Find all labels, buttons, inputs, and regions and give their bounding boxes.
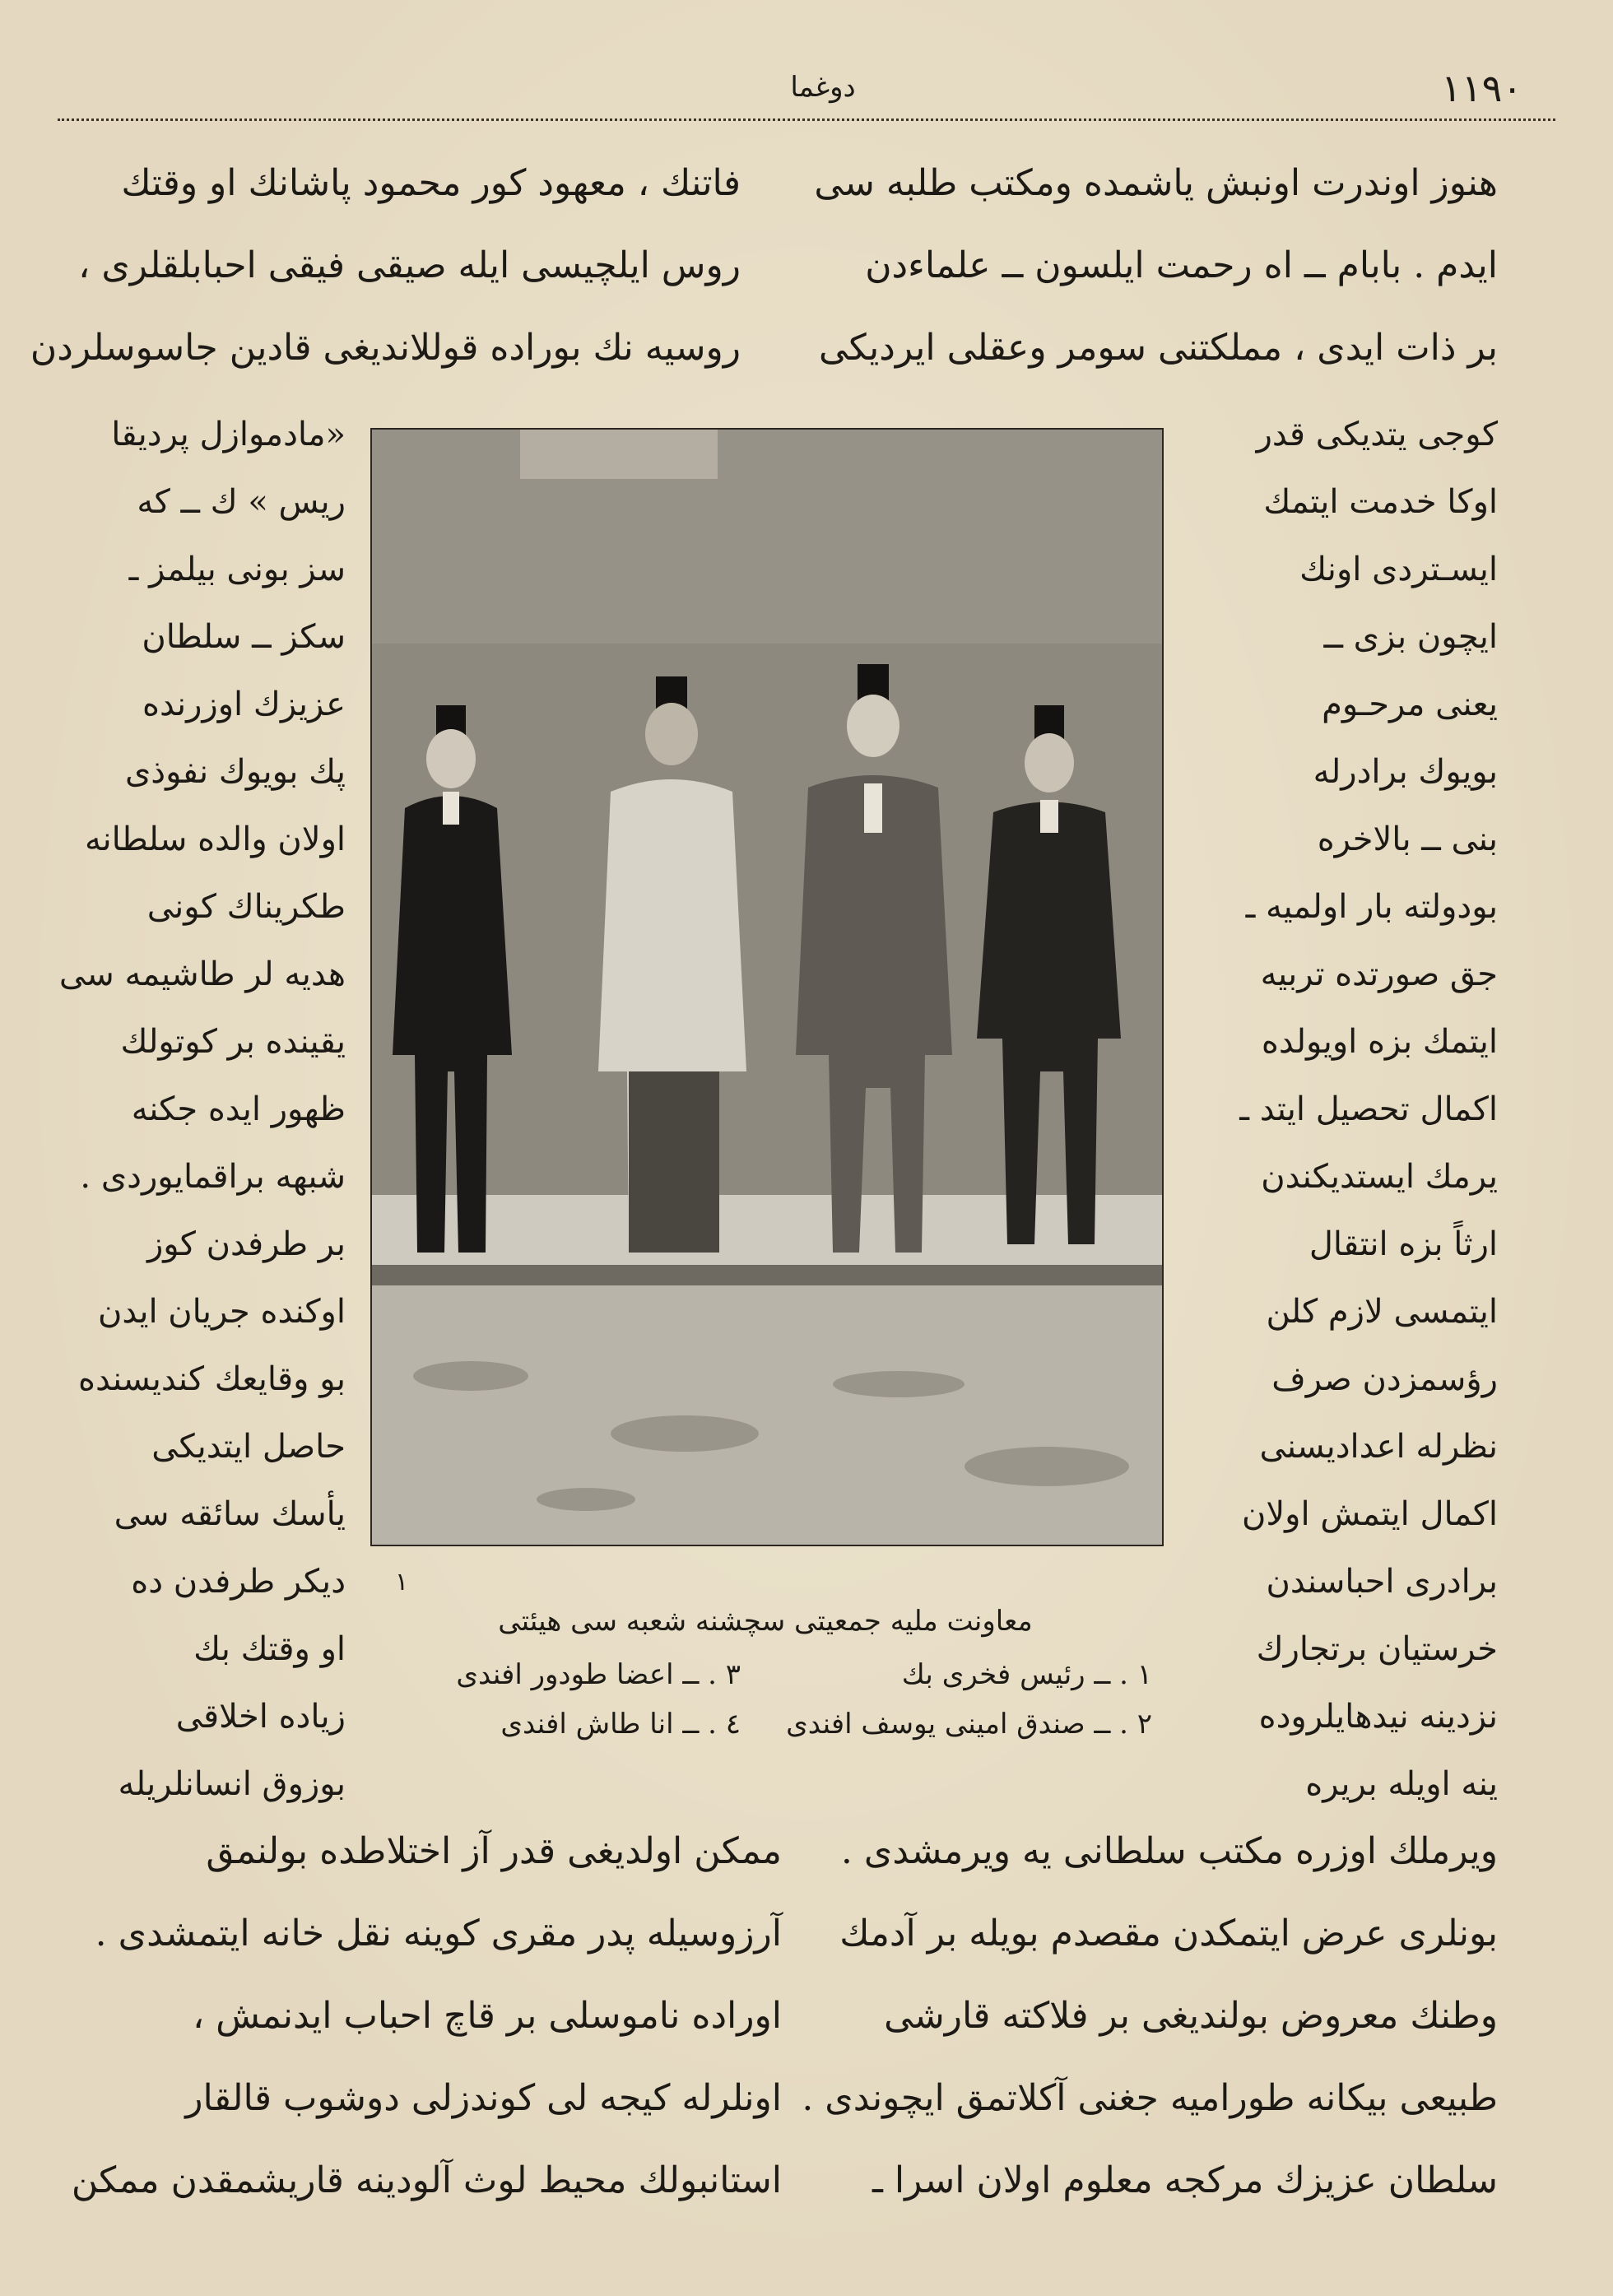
caption-entry: ٤ . ــ انا طاش افندی	[500, 1708, 741, 1741]
text-line: او وقتك بك	[193, 1630, 346, 1668]
caption-title: معاونت ملیه جمعیتی سچشنه شعبه سی هیئتی	[498, 1605, 1033, 1638]
caption-entry: ٣ . ــ اعضا طودور افندی	[456, 1658, 741, 1691]
text-line: ریس » ك ــ که	[137, 483, 346, 521]
group-photograph	[370, 428, 1164, 1546]
running-head-title: دوغما	[790, 71, 856, 104]
text-line: یأسك سائقه سی	[114, 1495, 346, 1533]
text-line: بوزوق انسانلریله	[118, 1765, 346, 1803]
text-line: هنوز اوندرت اونبش یاشمده ومکتب طلبه سی	[814, 162, 1498, 204]
text-line: دیکر طرفدن ده	[131, 1563, 346, 1601]
text-line: سلطان عزیزك مرکجه معلوم اولان اسرا ـ	[872, 2159, 1498, 2201]
text-line: بونلری عرض ایتمکدن مقصدم بویله بر آدمك	[839, 1913, 1498, 1954]
text-line: یعنی مرحـوم	[1322, 686, 1498, 723]
text-line: رؤسمزدن صرف	[1271, 1360, 1498, 1398]
text-line: ایدم . بابام ــ اه رحمت ایلسون ــ علماءدن	[865, 244, 1498, 286]
text-line: سز بونی بیلمز ـ	[128, 551, 346, 588]
text-line: بویوك برادرله	[1313, 753, 1498, 791]
text-line: اکمال تحصیل ایتد ـ	[1239, 1090, 1498, 1128]
text-line: هدیه لر طاشیمه سی	[58, 955, 346, 993]
text-line: نزدینه نیدهایلروده	[1258, 1698, 1498, 1736]
text-line: ارثاً بزه انتقال	[1309, 1225, 1498, 1263]
text-line: روسیه نك بوراده قوللاندیغی قادین جاسوسلردن	[30, 327, 741, 369]
text-line: اوکا خدمت ایتمك	[1263, 483, 1498, 521]
text-line: استانبولك محیط لوث آلودینه قاریشمقدن ممکن	[71, 2159, 782, 2201]
text-line: جق صورتده تربیه	[1260, 955, 1498, 993]
caption-entry: ١ . ــ رئیس فخری بك	[901, 1658, 1152, 1691]
text-line: برادری احباسندن	[1266, 1563, 1498, 1601]
text-line: بر طرفدن کوز	[146, 1225, 346, 1263]
text-line: پك بویوك نفوذی	[125, 753, 346, 791]
text-line: اوراده ناموسلی بر قاچ احباب ایدنمش ،	[192, 1995, 782, 2037]
text-line: ظهور ایده جکنه	[131, 1090, 346, 1128]
text-line: سکز ــ سلطان	[142, 618, 346, 656]
text-line: بر ذات ایدی ، مملکتنی سومر وعقلی ایردیکی	[819, 327, 1498, 369]
text-line: یرمك ایستدیکندن	[1261, 1158, 1498, 1196]
text-line: ایتمسی لازم کلن	[1266, 1293, 1498, 1331]
text-line: «مادموازل پردیقا	[111, 416, 346, 453]
text-line: زیاده اخلاقی	[175, 1698, 346, 1736]
text-line: شبهه براقمایوردی .	[80, 1158, 346, 1196]
text-line: روس ایلچیسی ایله صیقی فیقی احبابلقلری ،	[78, 244, 741, 286]
page-number: ١١٩٠	[1441, 66, 1522, 110]
text-line: اونلرله کیجه لی کوندزلی دوشوب قالقار	[185, 2077, 782, 2119]
text-line: ایتمك بزه اویولده	[1261, 1023, 1498, 1061]
text-line: ممکن اولدیغی قدر آز اختلاطده بولنمق	[206, 1830, 782, 1872]
text-line: ایسـتردی اونك	[1299, 551, 1498, 588]
header-dotted-rule	[58, 119, 1555, 121]
text-line: کوجی یتدیکی قدر	[1256, 416, 1498, 453]
text-line: وطنك معروض بولندیغی بر فلاکته قارشی	[884, 1995, 1498, 2037]
text-line: فاتنك ، معهود کور محمود پاشانك او وقتك	[121, 162, 741, 204]
text-line: خرستیان برتجارك	[1256, 1630, 1498, 1668]
text-line: ویرملك اوزره مکتب سلطانی یه ویرمشدی .	[840, 1830, 1498, 1872]
text-line: بنی ــ بالاخره	[1317, 820, 1498, 858]
text-line: اکمال ایتمش اولان	[1241, 1495, 1498, 1533]
text-line: اوکنده جریان ایدن	[97, 1293, 346, 1331]
running-head	[58, 66, 1555, 123]
text-line: یقینده بر کوتولك	[120, 1023, 346, 1061]
text-line: عزیزك اوزرنده	[142, 686, 346, 723]
text-line: حاصل ایتدیکی	[151, 1428, 346, 1466]
text-line: بو وقایعك کندیسنده	[78, 1360, 346, 1398]
text-line: ینه اویله بریره	[1305, 1765, 1498, 1803]
text-line: طکریناك کونی	[146, 888, 346, 926]
text-line: بودولته بار اولمیه ـ	[1245, 888, 1498, 926]
text-line: اولان والده سلطانه	[85, 820, 346, 858]
photo-illustration	[372, 430, 1162, 1545]
caption-entry: ٢ . ــ صندق امینی یوسف افندی	[786, 1708, 1152, 1741]
text-line: نظرله اعدادیسنی	[1259, 1428, 1498, 1466]
caption-number-mark: ١	[395, 1568, 409, 1597]
text-line: طبیعی بیکانه طورامیه جغنی آکلاتمق ایچوندی .	[802, 2077, 1498, 2119]
text-line: آرزوسیله پدر مقری کوینه نقل خانه ایتمشدی .	[95, 1913, 782, 1954]
text-line: ایچون بزی ــ	[1323, 618, 1498, 656]
